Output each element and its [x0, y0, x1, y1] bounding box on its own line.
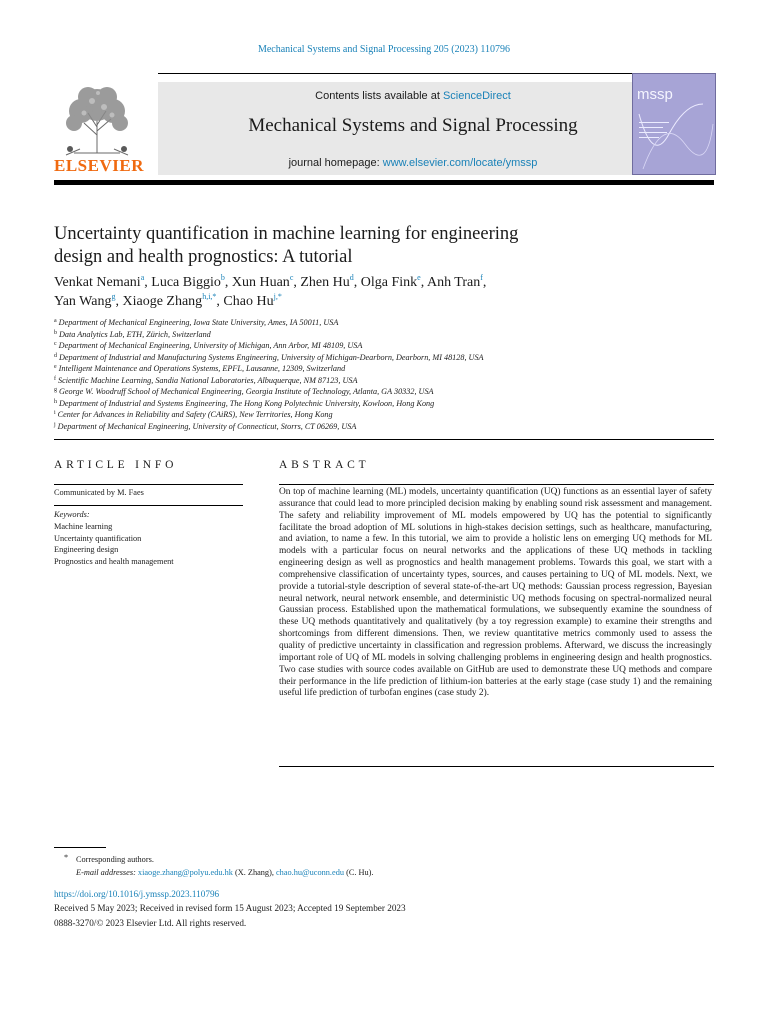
- title-line-2: design and health prognostics: A tutorial: [54, 247, 353, 267]
- keyword-item: Prognostics and health management: [54, 557, 174, 567]
- homepage-prefix: journal homepage:: [288, 157, 380, 169]
- sciencedirect-link[interactable]: ScienceDirect: [442, 90, 511, 102]
- author-affiliation-link[interactable]: e: [417, 273, 421, 282]
- email-line: [76, 866, 374, 879]
- footnote-rule: [54, 847, 106, 848]
- abstract-rule: [279, 766, 714, 767]
- cover-title: mssp: [637, 86, 673, 103]
- author-affiliation-link[interactable]: c: [289, 273, 294, 282]
- affiliation-text: Center for Advances in Reliability and Safety (CAiRS), New Territories, Hong Kong: [57, 410, 333, 419]
- author-name: Yan Wang: [54, 294, 112, 309]
- article-info-heading: ARTICLE INFO: [54, 459, 178, 471]
- contents-line: [158, 90, 668, 102]
- author-affiliation-link[interactable]: g: [111, 292, 116, 301]
- affiliation-text: Scientific Machine Learning, Sandia National Laboratories, Albuquerque, NM 87123, USA: [58, 375, 358, 385]
- affiliation-marker: f: [54, 375, 56, 382]
- author-affiliation-link[interactable]: j,*: [273, 292, 282, 301]
- received-history: Received 5 May 2023; Received in revised form 15 August 2023; Accepted 19 September 2023: [54, 903, 406, 914]
- title-line-1: Uncertainty quantification in machine learning for engineering: [54, 224, 519, 244]
- email-name-hu: (C. Hu).: [346, 868, 374, 877]
- affiliation-marker: d: [54, 352, 57, 359]
- author-name: Zhen Hu: [300, 275, 350, 290]
- author-affiliation-link[interactable]: f: [480, 273, 483, 282]
- doi-link[interactable]: https://doi.org/10.1016/j.ymssp.2023.110796: [54, 889, 220, 899]
- corresponding-note: Corresponding authors.: [76, 855, 154, 864]
- affiliation-item: [54, 421, 714, 433]
- author-name: Xun Huan: [231, 275, 290, 290]
- affiliation-marker: j: [54, 421, 56, 428]
- email-link-zhang[interactable]: xiaoge.zhang@polyu.edu.hk: [137, 868, 233, 877]
- author-name: Xiaoge Zhang: [122, 294, 203, 309]
- affiliation-text: Department of Industrial and Systems Engineering, The Hong Kong Polytechnic University, Kowloon, Hong Kong: [59, 398, 435, 408]
- author-name: Anh Tran: [426, 275, 481, 290]
- keyword-item: Engineering design: [54, 545, 119, 555]
- article-info-rule: [54, 505, 243, 506]
- author-line-2: Yan Wang$^g$, Xiaoge Zhang$^{h,i,*}$, Chao $Hu^{j,*}$: [54, 292, 282, 309]
- email-label: E-mail addresses:: [76, 868, 136, 877]
- affiliation-text: Department of Mechanical Engineering, Iowa State University, Ames, IA 50011, USA: [58, 318, 339, 327]
- author-name: Luca Biggio: [151, 275, 221, 290]
- affiliation-item: [54, 329, 714, 341]
- communicated-by: Communicated by M. Faes: [54, 488, 144, 497]
- affiliation-item: [54, 317, 714, 329]
- abstract-rule: [279, 484, 714, 485]
- author-list: [54, 273, 694, 311]
- affiliation-item: [54, 363, 714, 375]
- affiliation-marker: h: [54, 398, 57, 405]
- header-top-rule: [158, 73, 668, 74]
- email-link-hu[interactable]: chao.hu@uconn.edu: [275, 868, 344, 877]
- affiliation-item: [54, 386, 714, 398]
- affiliation-item: [54, 352, 714, 364]
- homepage-line: [158, 157, 668, 169]
- affiliation-text: Department of Mechanical Engineering, University of Michigan, Ann Arbor, MI 48109, USA: [58, 341, 363, 350]
- article-info-rule: [54, 484, 243, 485]
- affiliation-text: Intelligent Maintenance and Operations Systems, EPFL, Lausanne, 12309, Switzerland: [58, 364, 346, 373]
- journal-citation[interactable]: Mechanical Systems and Signal Processing 205 (2023) 110796: [257, 44, 511, 55]
- author-affiliation-link[interactable]: a: [140, 273, 145, 282]
- affiliation-marker: c: [54, 341, 57, 347]
- affiliation-marker: a: [54, 318, 57, 324]
- copyright-notice: 0888-3270/© 2023 Elsevier Ltd. All rights reserved.: [54, 917, 247, 928]
- author-name: Venkat Nemani: [54, 275, 141, 290]
- journal-homepage-link[interactable]: www.elsevier.com/locate/ymssp: [382, 157, 538, 169]
- contents-prefix: Contents lists available at: [315, 90, 440, 102]
- abstract-heading: ABSTRACT: [279, 459, 370, 471]
- journal-cover-thumbnail[interactable]: [632, 73, 716, 175]
- section-divider: [54, 439, 714, 440]
- author-affiliation-link[interactable]: b: [220, 273, 225, 282]
- publication-details: [54, 887, 406, 930]
- keyword-item: Machine learning: [54, 521, 113, 531]
- affiliation-item: [54, 340, 714, 352]
- footnote-star: *: [64, 853, 69, 862]
- affiliation-marker: e: [54, 364, 57, 370]
- affiliation-text: Data Analytics Lab, ETH, Zürich, Switzerland: [59, 329, 211, 339]
- keywords-block: [54, 509, 174, 568]
- affiliation-text: Department of Industrial and Manufacturing Systems Engineering, University of Michigan-Dearborn, Dearborn, MI 48128, USA: [59, 352, 484, 362]
- journal-name: Mechanical Systems and Signal Processing: [248, 115, 578, 136]
- author-affiliation-link[interactable]: h,i,*: [202, 292, 217, 301]
- affiliation-marker: g: [54, 387, 57, 393]
- affiliation-marker: b: [54, 329, 57, 336]
- journal-header: [54, 73, 714, 185]
- abstract-text: On top of machine learning (ML) models, uncertainty quantification (UQ) functions as an essential layer of safety assurance that could lead to more principled decision making by enabling sound risk assessment and management. The safety and reliability improvement of ML models empowered by UQ has the potential to significantly facilitate the broad adoption of ML solutions in high-stakes decision settings, such as healthcare, manufacturing, and aviation, to name a few. In this tutorial, we aim to provide a holistic lens on emerging UQ methods for ML models with a particular focus on neural networks and the applications of these UQ methods in tackling engineering design as well as prognostics and health management problems. Towards this goal, we start with a comprehensive classification of uncertainty types, sources, and causes pertaining to UQ of ML models. Next, we provide a tutorial-style description of several state-of-the-art UQ methods: Gaussian process regression, Bayesian neural network, neural network ensemble, and deterministic UQ methods focusing on spectral-normalized neural Gaussian process. Established upon the mathematical formulations, we subsequently examine the soundness of these UQ methods quantitatively and qualitatively (by a toy regression example) to examine their strengths and shortcomings from different dimensions. Then, we review quantitative metrics commonly used to assess the quality of predictive uncertainty in classification and regression problems. Afterward, we discuss the increasingly important role of UQ of ML models in solving challenging problems in engineering design and health prognostics. Two case studies with source codes available on GitHub are used to demonstrate these UQ methods and compare their performance in the life prediction of lithium-ion batteries at the early stage (case study 1) and the remaining useful life prediction of turbofan engines (case study 2).: [279, 487, 712, 699]
- affiliation-list: [54, 317, 714, 432]
- journal-banner: [158, 82, 668, 175]
- keywords-label: Keywords:: [54, 510, 90, 519]
- author-affiliation-link[interactable]: d: [349, 273, 354, 282]
- affiliation-item: [54, 398, 714, 410]
- affiliation-text: George W. Woodruff School of Mechanical Engineering, Georgia Institute of Technology, Atlanta, GA 30332, USA: [59, 387, 434, 396]
- elsevier-wordmark: ELSEVIER: [54, 156, 144, 175]
- affiliation-marker: i: [54, 410, 56, 416]
- affiliation-item: [54, 409, 714, 421]
- article-title: [54, 223, 694, 269]
- affiliation-item: [54, 375, 714, 387]
- email-name-zhang: (X. Zhang),: [234, 868, 274, 877]
- author-name: Chao Hu: [223, 294, 274, 309]
- author-name: Olga Fink: [360, 275, 418, 290]
- affiliation-text: Department of Mechanical Engineering, University of Connecticut, Storrs, CT 06269, USA: [57, 421, 357, 431]
- keyword-item: Uncertainty quantification: [54, 533, 142, 543]
- header-thick-rule: [54, 180, 714, 185]
- author-line-1: Venkat Nemani$^a$, Luca Biggio$^b$, Xun Huan$^c$, Zhen Hu$^d$, Olga Fink$^e$, Anh Tran$^f$,: [54, 273, 487, 290]
